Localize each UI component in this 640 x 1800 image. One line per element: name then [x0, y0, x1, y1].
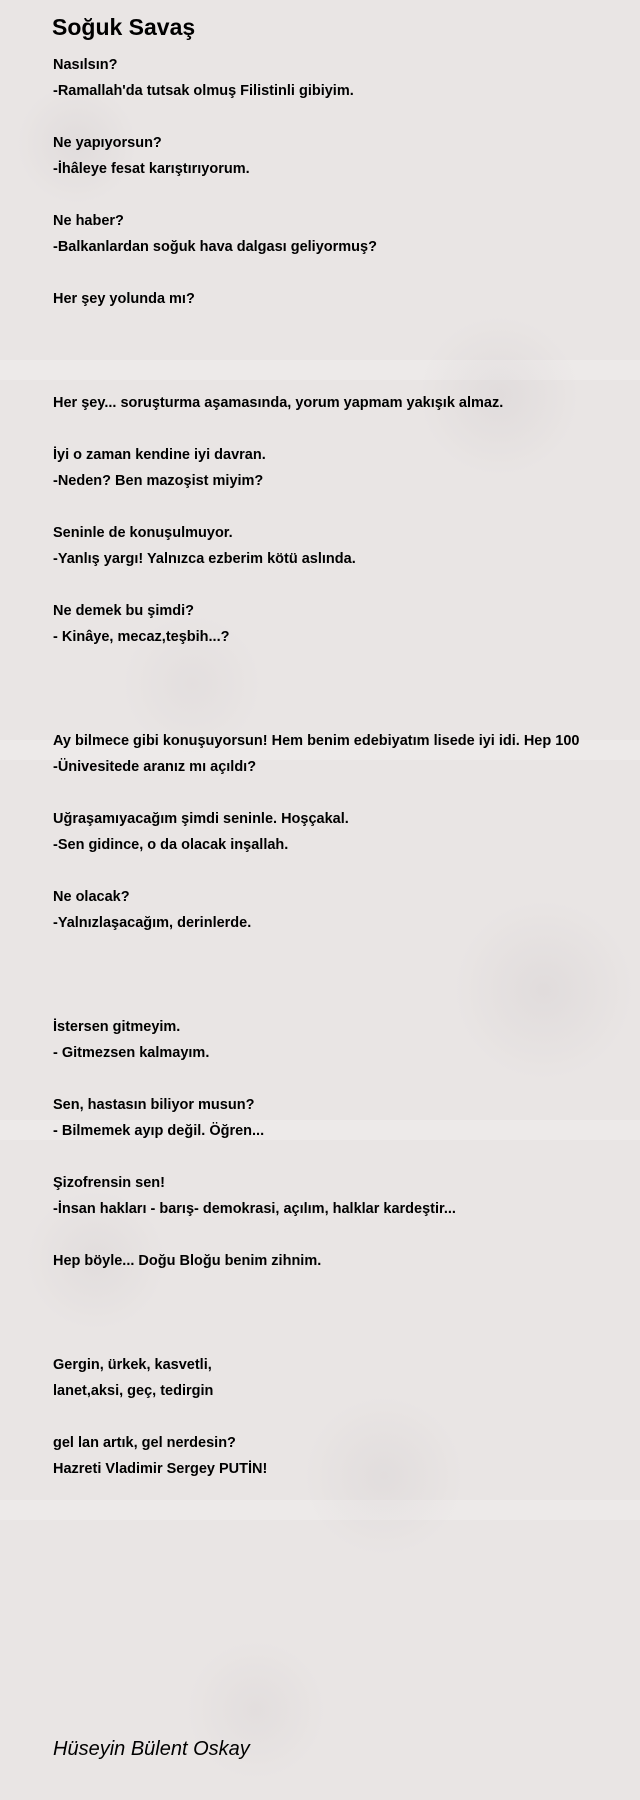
stanza: [53, 884, 640, 936]
stanza-gap: [53, 312, 640, 390]
poem-line: Ay bilmece gibi konuşuyorsun! Hem benim edebiyatım lisede iyi idi. Hep 100: [53, 733, 580, 749]
stanza-gap: [53, 182, 640, 208]
poem-line: -Ramallah'da tutsak olmuş Filistinli gibiyim.: [53, 83, 354, 99]
poem-line: -Neden? Ben mazoşist miyim?: [53, 473, 264, 489]
stanza: [53, 52, 640, 104]
poem-line: Ne olacak?: [53, 889, 130, 905]
poem-line: -Yanlış yargı! Yalnızca ezberim kötü aslında.: [53, 551, 356, 567]
stanza-gap: [53, 858, 640, 884]
poem-title: Soğuk Savaş: [52, 14, 196, 40]
poem-line: Ne demek bu şimdi?: [53, 603, 195, 619]
poem-line: - Kinâye, mecaz,teşbih...?: [53, 629, 230, 645]
stanza: [53, 598, 640, 650]
poem-line: -Sen gidince, o da olacak inşallah.: [53, 837, 289, 853]
stanza: [53, 728, 640, 780]
stanza-gap: [53, 104, 640, 130]
stanza-gap: [53, 1274, 640, 1352]
poem-line: Nasılsın?: [53, 57, 118, 73]
poem-line: Seninle de konuşulmuyor.: [53, 525, 233, 541]
stanza-gap: [53, 780, 640, 806]
stanza-gap: [53, 572, 640, 598]
poem-line: Sen, hastasın biliyor musun?: [53, 1097, 255, 1113]
poem-line: -İhâleye fesat karıştırıyorum.: [53, 161, 250, 177]
stanza: [53, 1248, 640, 1274]
stanza-gap: [53, 494, 640, 520]
poem-line: Hazreti Vladimir Sergey PUTİN!: [53, 1461, 268, 1477]
poem-line: Her şey... soruşturma aşamasında, yorum yapmam yakışık almaz.: [53, 395, 504, 411]
poem-line: Şizofrensin sen!: [53, 1175, 165, 1191]
poem-line: - Gitmezsen kalmayım.: [53, 1045, 210, 1061]
poem-line: gel lan artık, gel nerdesin?: [53, 1435, 236, 1451]
stanza-gap: [53, 1144, 640, 1170]
poem-line: -Balkanlardan soğuk hava dalgası geliyormuş?: [53, 239, 377, 255]
stanza-gap: [53, 1066, 640, 1092]
poem-line: Ne haber?: [53, 213, 124, 229]
stanza: [53, 442, 640, 494]
poem-line: - Bilmemek ayıp değil. Öğren...: [53, 1123, 265, 1139]
poem-line: Ne yapıyorsun?: [53, 135, 162, 151]
poem-author: Hüseyin Bülent Oskay: [53, 1738, 250, 1760]
poem-line: İstersen gitmeyim.: [53, 1019, 181, 1035]
stanza-gap: [53, 936, 640, 1014]
poem-line: Hep böyle... Doğu Bloğu benim zihnim.: [53, 1253, 322, 1269]
stanza: [53, 1092, 640, 1144]
poem-line: Gergin, ürkek, kasvetli,: [53, 1357, 212, 1373]
stanza: [53, 1352, 640, 1404]
stanza-gap: [53, 416, 640, 442]
poem-line: lanet,aksi, geç, tedirgin: [53, 1383, 214, 1399]
poem-line: İyi o zaman kendine iyi davran.: [53, 447, 266, 463]
stanza: [53, 1430, 640, 1482]
stanza-gap: [53, 650, 640, 728]
stanza: [53, 286, 640, 312]
stanza: [53, 130, 640, 182]
stanza-gap: [53, 1222, 640, 1248]
stanza: [53, 208, 640, 260]
stanza: [53, 390, 640, 416]
stanza: [53, 520, 640, 572]
poem-line: Uğraşamıyacağım şimdi seninle. Hoşçakal.: [53, 811, 349, 827]
stanza: [53, 1014, 640, 1066]
stanza-gap: [53, 260, 640, 286]
stanza: [53, 1170, 640, 1222]
poem-line: -İnsan hakları - barış- demokrasi, açılım, halklar kardeştir...: [53, 1201, 456, 1217]
poem-body: [53, 52, 640, 1482]
poem-line: -Ünivesitede aranız mı açıldı?: [53, 759, 257, 775]
stanza-gap: [53, 1404, 640, 1430]
stanza: [53, 806, 640, 858]
poem-line: -Yalnızlaşacağım, derinlerde.: [53, 915, 252, 931]
poem-line: Her şey yolunda mı?: [53, 291, 195, 307]
